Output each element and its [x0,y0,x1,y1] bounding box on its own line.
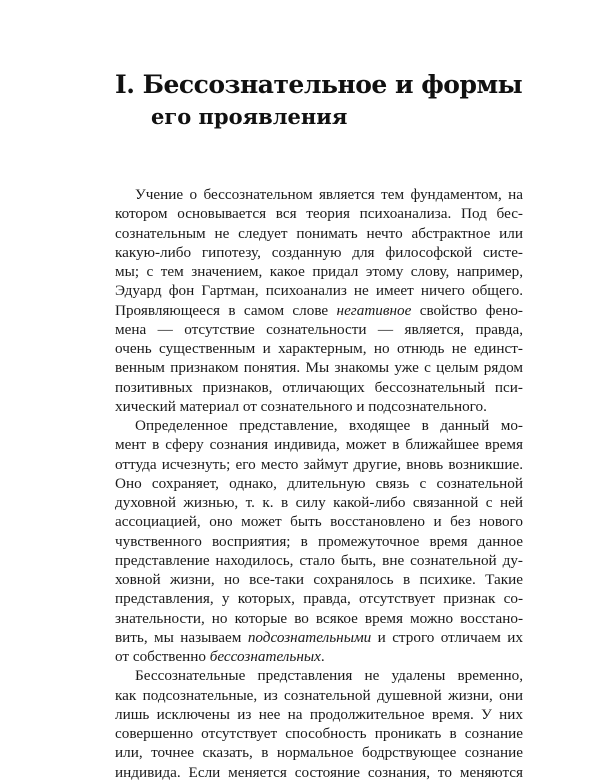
text-line: совершенно отсутствует способность проникать в сознание [115,725,523,742]
text-line: ассоциацией, оно может быть восстановлено и без нового [115,513,523,531]
text-line: Эдуард фон Гартман, психоанализ не имеет ничего общего. [115,282,523,300]
text-line: хический материал от сознательного и подсознательного. [115,397,487,415]
text-line: мент в сферу сознания индивида, может в ближайшее время [115,436,523,454]
emphasized-term: подсознательными [247,628,372,646]
body-text [115,185,523,782]
text-line: позитивных признаков, отличающих бессознательный пси- [115,378,523,396]
emphasized-term: негативное [336,301,412,319]
chapter-heading [115,70,535,130]
text-line: ховной жизни, но все-таки сохранялось в психике. Такие [115,571,523,588]
text-line: Определенное представление, входящее в данный мо- [135,417,523,434]
text-line: оттуда исчезнуть; его место займут другие, вновь возникшие. [115,455,523,473]
paragraph [115,416,523,666]
text-line: как подсознательные, из сознательной душевной жизни, они [115,686,523,704]
text-line: индивида. Если меняется состояние сознания, то меняются [115,763,523,781]
chapter-title-line-1: I. Бессознательное и формы [115,70,523,99]
text-line: Оно сохраняет, однако, длительную связь с сознательной [115,474,523,492]
text-line: духовной жизнью, т. к. в силу какой-либо связанной с ней [115,494,523,511]
text-line [115,647,523,666]
text-line: знательности, но которые во всякое время можно восстано- [115,609,523,627]
text-run: вить, мы называем [115,628,248,646]
text-line: лишь исключены из нее на продолжительное время. У них [115,705,523,723]
text-line [115,628,523,647]
chapter-title-line-2: его проявления [151,104,348,129]
text-line: мена — отсутствие сознательности — является, правда, [115,320,523,338]
text-line: Бессознательные представления не удалены временно, [135,667,523,685]
text-line: какую-либо гипотезу, созданную для философской систе- [115,243,523,261]
text-line: венным признаком понятия. Мы знакомы уже с целым рядом [115,359,523,377]
text-run: Проявляющееся в самом слове [115,301,337,319]
text-run: свойство фено- [411,301,523,319]
text-line: Учение о бессознательном является тем фундаментом, на [135,186,523,203]
text-line: представления, у которых, правда, отсутствует признак со- [115,590,523,608]
emphasized-term: бессознательных [209,648,321,665]
text-run: . [320,648,325,665]
text-line: очень существенным и характерным, но отнюдь не единст- [115,340,523,357]
paragraph [115,666,523,782]
text-run: и строго отличаем их [371,628,523,646]
text-run: от собственно [115,648,210,665]
text-line: чувственного восприятия; в промежуточное время данное [115,532,523,550]
text-line: мы; с тем значением, какое придал этому слову, например, [115,263,523,280]
paragraph [115,185,523,416]
text-line [115,301,523,320]
text-line: сознательным не следует понимать нечто абстрактное или [115,224,523,242]
text-line: котором основывается вся теория психоанализа. Под бес- [115,205,523,223]
text-line: или, точнее сказать, в нормальное бодрствующее сознание [115,744,523,762]
text-line: представление находилось, стало быть, вне сознательной ду- [115,551,523,569]
